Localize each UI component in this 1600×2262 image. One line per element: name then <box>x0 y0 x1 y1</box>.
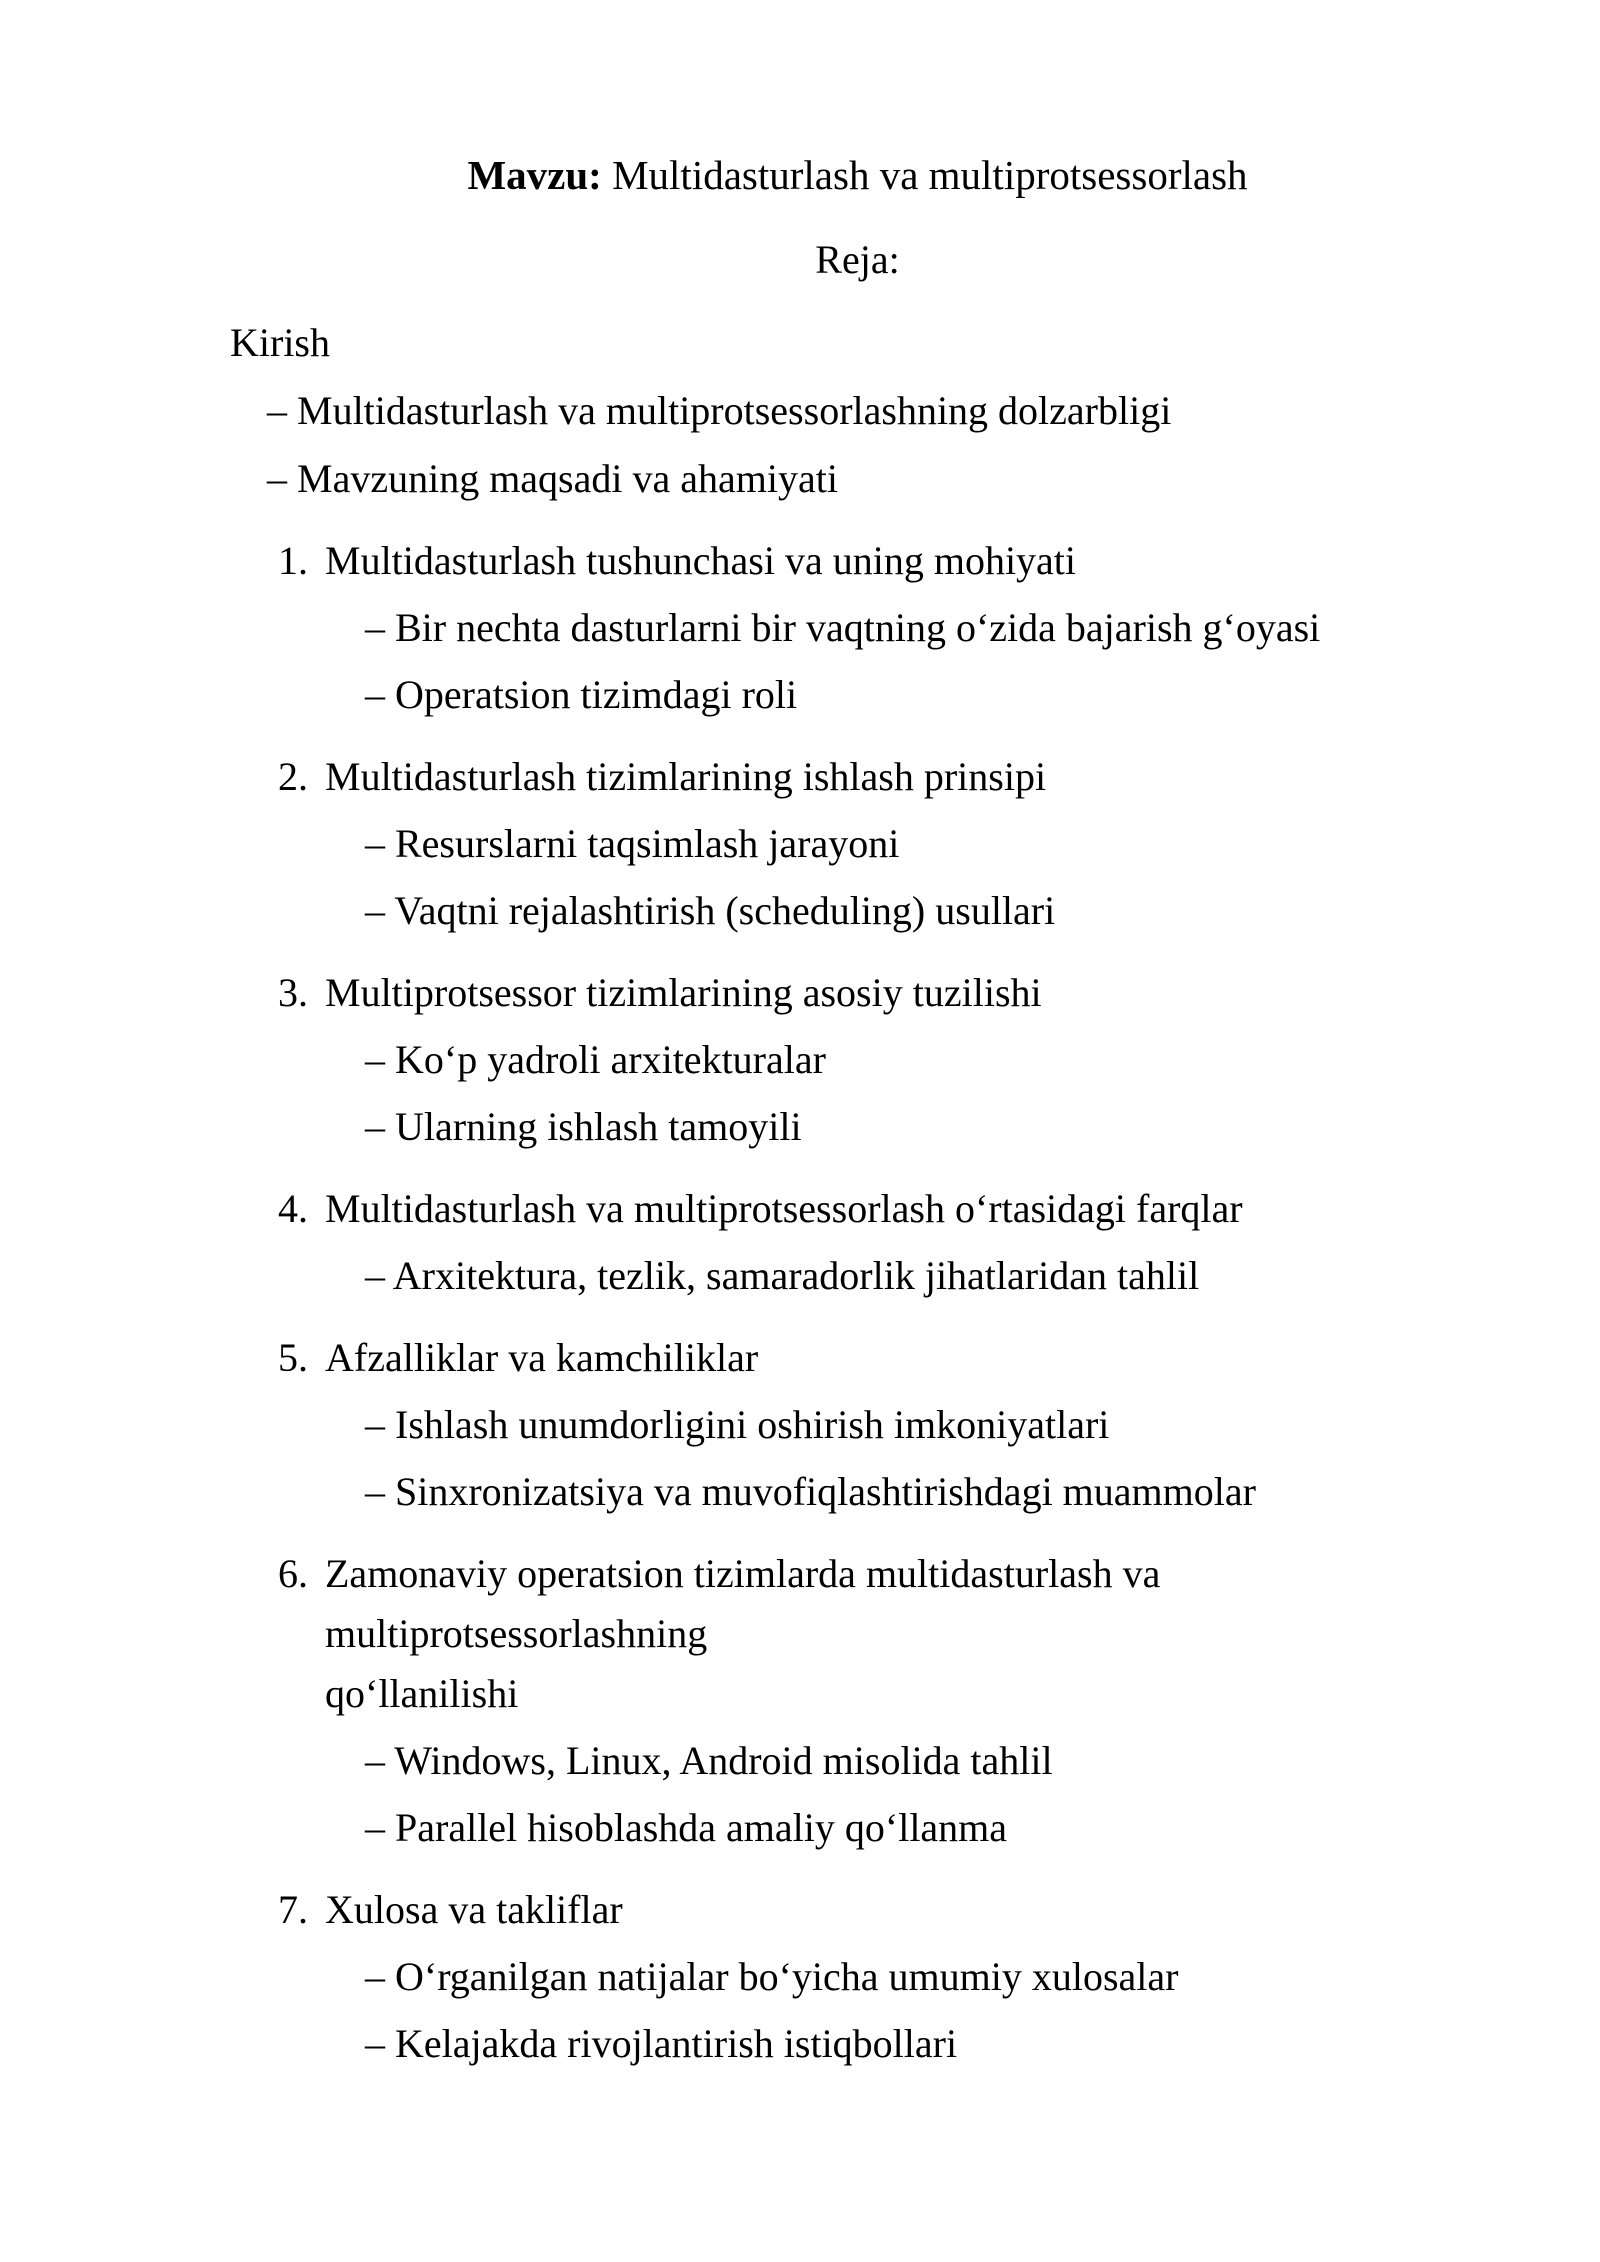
title-text: Multidasturlash va multiprotsessorlash <box>601 152 1248 198</box>
item-text: Multidasturlash va multiprotsessorlash o‘rtasidagi farqlar <box>325 1186 1243 1231</box>
intro-heading: Kirish <box>230 320 330 365</box>
item-text-line1: Zamonaviy operatsion tizimlarda multidasturlash va multiprotsessorlashning <box>325 1551 1161 1656</box>
item-text: Multiprotsessor tizimlarining asosiy tuzilishi <box>325 970 1042 1015</box>
item-subpoint: – Ko‘p yadroli arxitekturalar <box>365 1037 826 1082</box>
item-subpoint: – Parallel hisoblashda amaliy qo‘llanma <box>365 1805 1008 1850</box>
item-number: 7. <box>278 1887 308 1932</box>
item-text: Multidasturlash tushunchasi va uning mohiyati <box>325 538 1077 583</box>
item-text-line2: qo‘llanilishi <box>325 1671 519 1716</box>
item-subpoint: – Ularning ishlash tamoyili <box>365 1104 802 1149</box>
item-subpoint: – Operatsion tizimdagi roli <box>365 672 798 717</box>
item-subpoint: – Sinxronizatsiya va muvofiqlashtirishdagi muammolar <box>365 1469 1256 1514</box>
item-subpoint: – Arxitektura, tezlik, samaradorlik jihatlaridan tahlil <box>365 1253 1200 1298</box>
title-prefix: Mavzu: <box>467 152 602 198</box>
item-subpoint: – Resurslarni taqsimlash jarayoni <box>365 821 900 866</box>
document-subtitle: Reja: <box>815 237 900 282</box>
outline-item-5 <box>230 1328 1485 1388</box>
item-subpoint: – Ishlash unumdorligini oshirish imkoniyatlari <box>365 1402 1110 1447</box>
item-subpoint: – Bir nechta dasturlarni bir vaqtning o‘zida bajarish g‘oyasi <box>365 605 1321 650</box>
item-subpoint: – Windows, Linux, Android misolida tahlil <box>365 1738 1053 1783</box>
item-number: 3. <box>278 970 308 1015</box>
item-number: 1. <box>278 538 308 583</box>
outline-item-7 <box>230 1880 1485 1940</box>
item-number: 6. <box>278 1551 308 1596</box>
outline-item-1 <box>230 531 1485 591</box>
item-number: 5. <box>278 1335 308 1380</box>
intro-point: – Mavzuning maqsadi va ahamiyati <box>267 456 838 501</box>
item-subpoint: – Vaqtni rejalashtirish (scheduling) usullari <box>365 888 1056 933</box>
document-title <box>230 145 1485 205</box>
item-text: Afzalliklar va kamchiliklar <box>325 1335 759 1380</box>
item-text: Multidasturlash tizimlarining ishlash prinsipi <box>325 754 1047 799</box>
outline-item-6 <box>230 1544 1485 1724</box>
intro-point: – Multidasturlash va multiprotsessorlashning dolzarbligi <box>267 388 1172 433</box>
outline-item-2 <box>230 747 1485 807</box>
item-number: 2. <box>278 754 308 799</box>
item-number: 4. <box>278 1186 308 1231</box>
outline-item-3 <box>230 963 1485 1023</box>
outline-item-4 <box>230 1179 1485 1239</box>
item-subpoint: – Kelajakda rivojlantirish istiqbollari <box>365 2021 958 2066</box>
item-text: Xulosa va takliflar <box>325 1887 623 1932</box>
item-subpoint: – O‘rganilgan natijalar bo‘yicha umumiy xulosalar <box>365 1954 1179 1999</box>
